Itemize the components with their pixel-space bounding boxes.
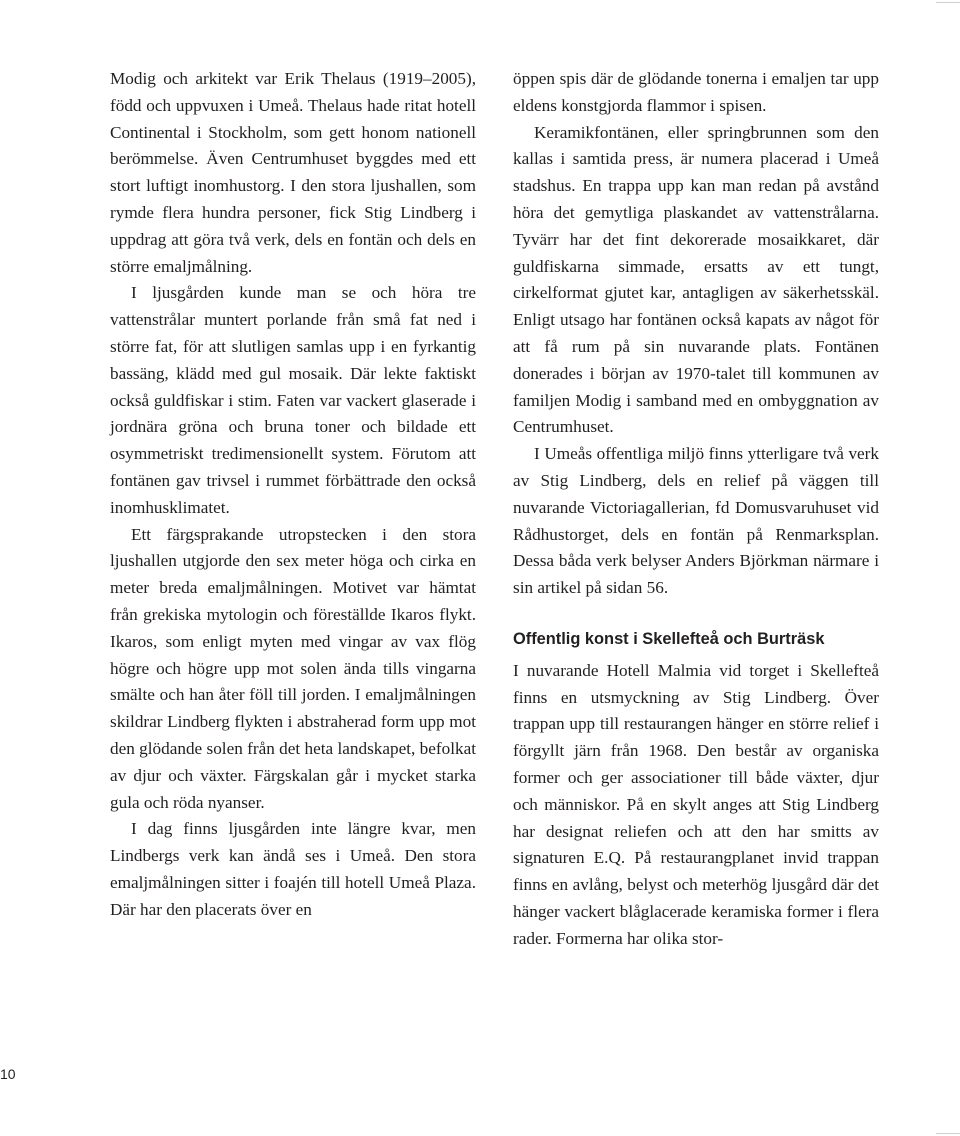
paragraph: öppen spis där de glödande tonerna i emaljen tar upp eldens konstgjorda flammor i spisen. xyxy=(513,69,879,115)
paragraph: I nuvarande Hotell Malmia vid torget i Skellefteå finns en utsmyckning av Stig Lindberg. Över trappan upp till restaurangen hänger en större relief i förgyllt järn från 1968. Den består av organiska former och ger associationer till både växter, djur och människor. På en skylt anges att Stig Lindberg har designat reliefen och att den har smitts av signaturen E.Q. På restaurangplanet invid trappan finns en avlång, belyst och meterhög ljusgård där det hänger vackert blåglacerade keramiska former i flera rader. Formerna har olika stor- xyxy=(513,660,879,948)
section-heading: Offentlig konst i Skellefteå och Burträsk xyxy=(513,629,825,648)
paragraph: I dag finns ljusgården inte längre kvar, men Lindbergs verk kan ändå ses i Umeå. Den stora emaljmålningen sitter i foajén till hotell Umeå Plaza. Där har den placerats över en xyxy=(110,819,476,919)
paragraph: Keramikfontänen, eller springbrunnen som den kallas i samtida press, är numera placerad i Umeå stadshus. En trappa upp kan man redan på avstånd höra det gemytliga plaskandet av vattenstrålarna. Tyvärr har det fint dekorerade mosaikkaret, där guldfiskarna simmade, ersatts av ett tungt, cirkelformat gjutet kar, antagligen av säkerhetsskäl. Enligt utsago har fontänen också kapats av något för att få rum på sin nuvarande plats. Fontänen donerades i början av 1970-talet till kommunen av familjen Modig i samband med en ombyggnation av Centrumhuset. xyxy=(513,122,879,437)
crop-mark xyxy=(936,1133,960,1134)
paragraph: I ljusgården kunde man se och höra tre vattenstrålar muntert porlande från små fat ned i större fat, för att slutligen samlas upp i en fyrkantig bassäng, klädd med gul mosaik. Där lekte faktiskt också guldfiskar i stim. Faten var vackert glaserade i jordnära gröna och bruna toner och bildade ett osymmetriskt tredimensionellt system. Förutom att fontänen gav trivsel i rummet förbättrade den också inomhusklimatet. xyxy=(110,283,476,517)
left-column xyxy=(110,66,476,924)
paragraph: Modig och arkitekt var Erik Thelaus (1919–2005), född och uppvuxen i Umeå. Thelaus hade ritat hotell Continental i Stockholm, som gett honom nationell berömmelse. Även Centrumhuset byggdes med ett stort luftigt inomhustorg. I den stora ljushallen, som rymde flera hundra personer, fick Stig Lindberg i uppdrag att göra två verk, dels en fontän och dels en större emaljmålning. xyxy=(110,69,476,276)
right-column xyxy=(513,66,879,953)
page-number: 10 xyxy=(0,1066,16,1082)
paragraph: Ett färgsprakande utropstecken i den stora ljushallen utgjorde den sex meter höga och cirka en meter breda emaljmålningen. Motivet var hämtat från grekiska mytologin och föreställde Ikaros flykt. Ikaros, som enligt myten med vingar av vax flög högre och högre upp mot solen ända tills vingarna smälte och han åter föll till jorden. I emaljmålningen skildrar Lindberg flykten i abstraherad form upp mot den glödande solen från det heta landskapet, befolkat av djur och växter. Färgskalan går i mycket starka gula och röda nyanser. xyxy=(110,524,476,812)
crop-mark xyxy=(936,2,960,3)
paragraph: I Umeås offentliga miljö finns ytterligare två verk av Stig Lindberg, dels en relief på väggen till nuvarande Victoriagallerian, fd Domusvaruhuset vid Rådhustorget, dels en fontän på Renmarksplan. Dessa båda verk belyser Anders Björkman närmare i sin artikel på sidan 56. xyxy=(513,444,879,598)
